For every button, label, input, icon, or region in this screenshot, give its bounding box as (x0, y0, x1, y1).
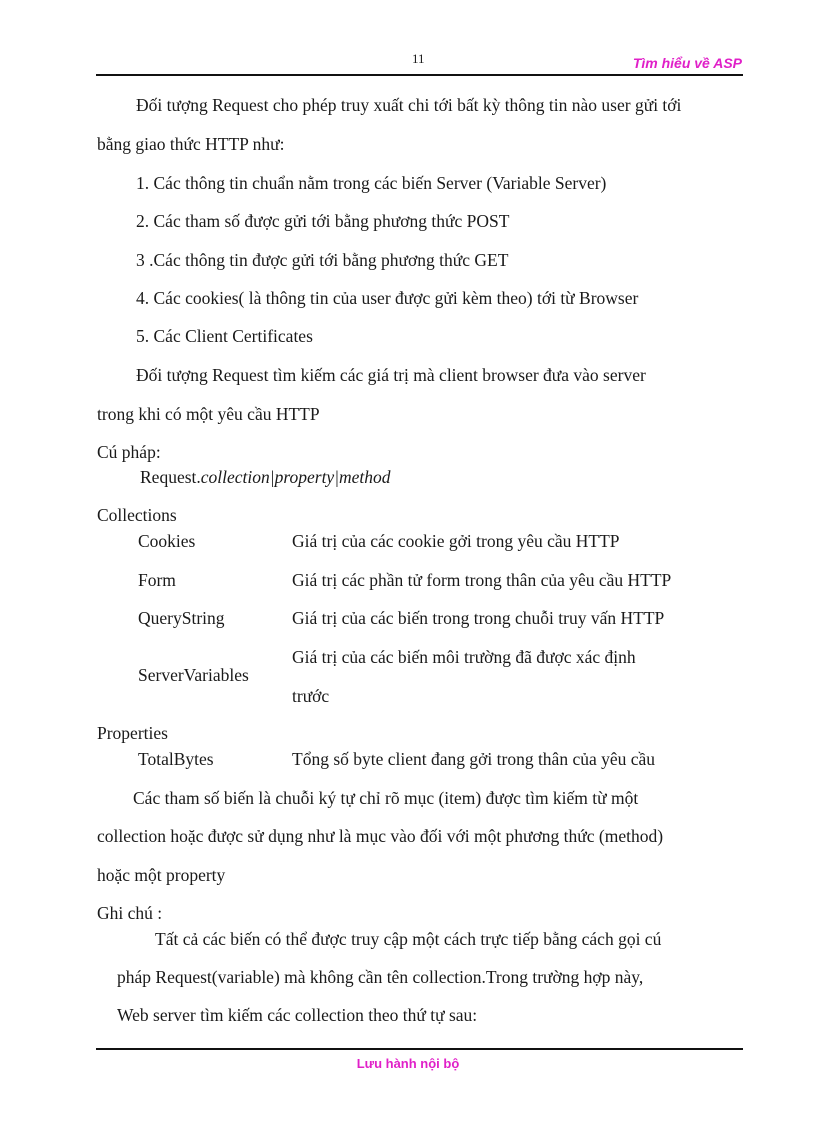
list-item: 4. Các cookies( là thông tin của user được gửi kèm theo) tới từ Browser (136, 288, 639, 308)
running-title: Tìm hiểu về ASP (632, 55, 742, 71)
para2-line-2: collection hoặc được sử dụng như là mục vào đối với một phương thức (method) (97, 826, 664, 846)
syntax-label: Cú pháp: (97, 442, 161, 462)
search-line-2: trong khi có một yêu cầu HTTP (97, 404, 320, 424)
collections-heading: Collections (97, 505, 177, 525)
note-label: Ghi chú : (97, 903, 163, 923)
para2-line-1: Các tham số biến là chuỗi ký tự chỉ rõ mục (item) được tìm kiếm từ một (133, 788, 639, 808)
collection-name: QueryString (138, 608, 225, 628)
footer-rule (96, 1048, 743, 1050)
syntax-expression (140, 466, 391, 488)
collection-desc: Giá trị các phần tử form trong thân của yêu cầu HTTP (292, 570, 672, 590)
collection-desc: Giá trị của các biến môi trường đã được xác định (292, 647, 636, 667)
collection-desc: Giá trị của các cookie gởi trong yêu cầu HTTP (292, 531, 620, 551)
collection-desc: Giá trị của các biến trong trong chuỗi truy vấn HTTP (292, 608, 665, 628)
syntax-prefix: Request. (140, 467, 201, 487)
properties-heading: Properties (97, 723, 168, 743)
syntax-italic: collection|property|method (200, 467, 391, 487)
search-line-1: Đối tượng Request tìm kiếm các giá trị mà client browser đưa vào server (136, 365, 646, 385)
collection-name: Form (138, 570, 176, 590)
property-name: TotalBytes (138, 749, 214, 769)
collection-name: Cookies (138, 531, 196, 551)
list-item: 2. Các tham số được gửi tới bằng phương thức POST (136, 211, 510, 231)
list-item: 3 .Các thông tin được gửi tới bằng phương thức GET (136, 250, 509, 270)
header-rule (96, 74, 743, 76)
property-desc: Tổng số byte client đang gởi trong thân của yêu cầu (292, 749, 656, 769)
collection-desc: trước (292, 686, 330, 706)
footer-text: Lưu hành nội bộ (356, 1056, 460, 1071)
list-item: 5. Các Client Certificates (136, 326, 313, 346)
collection-name: ServerVariables (138, 665, 249, 685)
intro-line-2: bằng giao thức HTTP như: (97, 134, 285, 154)
page-number: 11 (412, 51, 425, 66)
note-line-3: Web server tìm kiếm các collection theo thứ tự sau: (117, 1005, 478, 1025)
intro-line-1: Đối tượng Request cho phép truy xuất chi tới bất kỳ thông tin nào user gửi tới (136, 95, 682, 115)
note-line-1: Tất cả các biến có thể được truy cập một cách trực tiếp bằng cách gọi cú (155, 929, 662, 949)
para2-line-3: hoặc một property (97, 865, 226, 885)
list-item: 1. Các thông tin chuẩn nằm trong các biến Server (Variable Server) (136, 173, 607, 193)
note-line-2: pháp Request(variable) mà không cần tên collection.Trong trường hợp này, (117, 967, 644, 987)
